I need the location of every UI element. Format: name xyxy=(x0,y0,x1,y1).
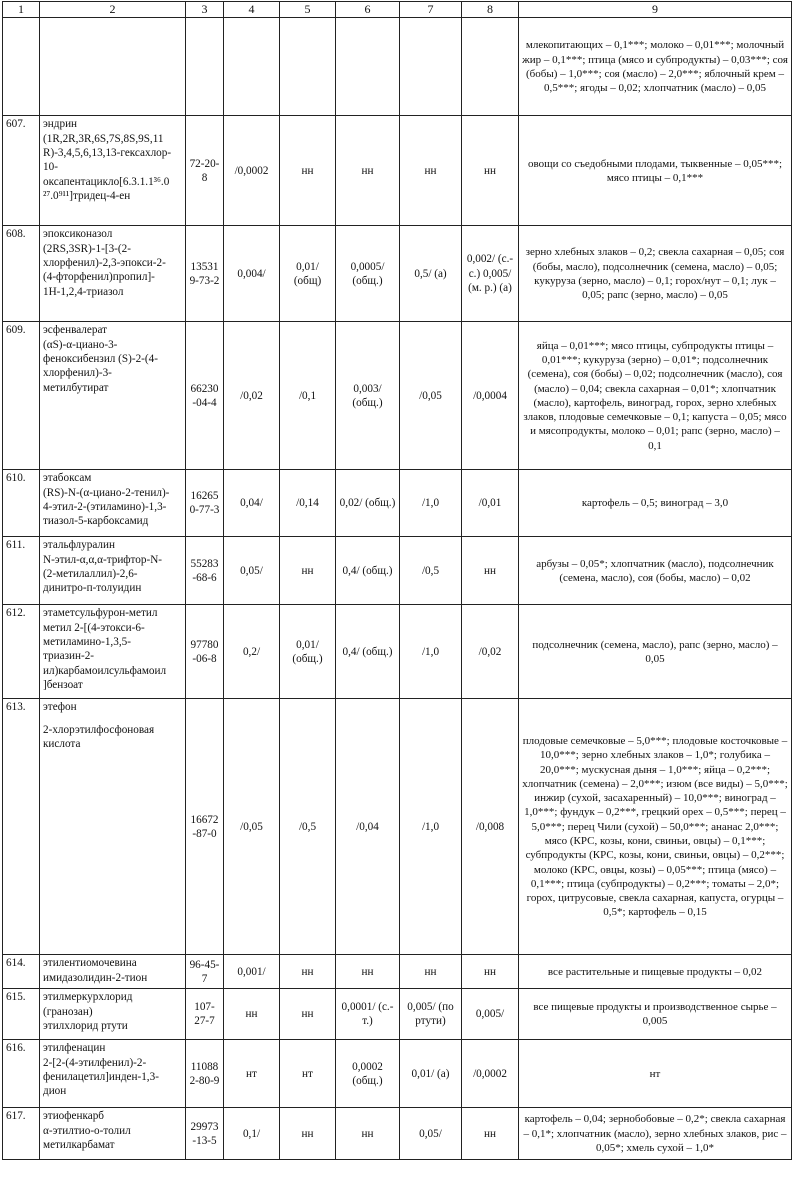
name-line: (1R,2R,3R,6S,7S,8S,9S,11 xyxy=(43,132,164,145)
cas-number: 16672-87-0 xyxy=(186,699,224,955)
row-number xyxy=(3,18,40,116)
cell-col8: нн xyxy=(462,1108,519,1160)
name-line: метил 2-[(4-этокси-6- xyxy=(43,621,145,634)
name-line: метилбутират xyxy=(43,381,109,394)
food-limits: яйца – 0,01***; мясо птицы, субпродукты птицы – 0,01***; кукуруза (зерно) – 0,01*; подсолнечник (семена), соя (бобы) – 0,02; подсолнечник (масло), соя (масло) – 0,04; свекла сахарная – 0,01*; хлопчатник (масло), картофель, виноград, горох, зерно хлебных злаков, плодовые семечковые – 0,1; капуста – 0,05; мясо и мясопродукты, молоко – 0,01; рапс (зерно, масло) – 0,1 xyxy=(519,322,792,470)
row-number: 607. xyxy=(3,116,40,226)
header-cell: 1 xyxy=(3,2,40,18)
cell-col7: 0,5/ (а) xyxy=(400,226,462,322)
name-line: оксапентацикло[6.3.1.1³⁶.0 xyxy=(43,175,170,188)
cell-col5: нт xyxy=(280,1040,336,1108)
name-line: этиофенкарб xyxy=(43,1110,104,1123)
food-limits: подсолнечник (семена, масло), рапс (зерно, масло) – 0,05 xyxy=(519,605,792,699)
name-line: этабоксам xyxy=(43,472,92,485)
row-number: 617. xyxy=(3,1108,40,1160)
name-line: тиазол-5-карбоксамид xyxy=(43,515,149,528)
name-line: (2RS,3SR)-1-[3-(2- xyxy=(43,242,131,255)
table-row xyxy=(3,537,792,605)
cell-col5 xyxy=(280,18,336,116)
residue-table xyxy=(2,1,792,1160)
header-cell: 5 xyxy=(280,2,336,18)
cell-col4: нн xyxy=(224,989,280,1040)
row-number: 611. xyxy=(3,537,40,605)
substance-name xyxy=(40,955,186,989)
substance-name xyxy=(40,116,186,226)
cell-col6: 0,0001/ (с.-т.) xyxy=(336,989,400,1040)
table-row xyxy=(3,955,792,989)
cas-number: 110882-80-9 xyxy=(186,1040,224,1108)
name-line: ]бензоат xyxy=(43,679,83,691)
row-number: 616. xyxy=(3,1040,40,1108)
cell-col5: нн xyxy=(280,955,336,989)
cell-col8: /0,008 xyxy=(462,699,519,955)
food-limits: все растительные и пищевые продукты – 0,02 xyxy=(519,955,792,989)
cell-col4: 0,2/ xyxy=(224,605,280,699)
cell-col6: 0,4/ (общ.) xyxy=(336,537,400,605)
name-line: (4-фторфенил)пропил]- xyxy=(43,271,155,284)
cell-col6: нн xyxy=(336,116,400,226)
cell-col7: нн xyxy=(400,116,462,226)
name-line: хлорфенил)-2,3-эпокси-2- xyxy=(43,257,166,270)
cell-col6: 0,4/ (общ.) xyxy=(336,605,400,699)
cell-col5: нн xyxy=(280,1108,336,1160)
cell-col6: нн xyxy=(336,955,400,989)
table-row xyxy=(3,470,792,537)
cell-col4: /0,05 xyxy=(224,699,280,955)
cas-number: 162650-77-3 xyxy=(186,470,224,537)
cell-col8: нн xyxy=(462,116,519,226)
name-line: ил)карбамоилсульфамоил xyxy=(43,664,167,677)
food-limits: все пищевые продукты и производственное сырье – 0,005 xyxy=(519,989,792,1040)
food-limits: млекопитающих – 0,1***; молоко – 0,01***; молочный жир – 0,1***; птица (мясо и субпродукты) – 0,03***; соя (бобы) – 1,0***; соя (масло) – 2,0***; яблочный крем – 0,5***; ягоды – 0,02; хлопчатник (масло) – 0,05 xyxy=(519,18,792,116)
name-line: дион xyxy=(43,1085,67,1098)
substance-name xyxy=(40,537,186,605)
header-cell: 6 xyxy=(336,2,400,18)
food-limits: картофель – 0,04; зернобобовые – 0,2*; свекла сахарная – 0,1*; хлопчатник (масло), зерно хлебных злаков, рис – 0,05*; хмель сухой – 1,0* xyxy=(519,1108,792,1160)
cell-col7: 0,01/ (а) xyxy=(400,1040,462,1108)
cell-col8: /0,01 xyxy=(462,470,519,537)
substance-name xyxy=(40,1040,186,1108)
cell-col8: 0,005/ xyxy=(462,989,519,1040)
cell-col5: /0,14 xyxy=(280,470,336,537)
name-line: этефон xyxy=(43,701,77,714)
row-number: 610. xyxy=(3,470,40,537)
cell-col4: 0,05/ xyxy=(224,537,280,605)
row-number: 608. xyxy=(3,226,40,322)
name-line: эндрин xyxy=(43,118,78,131)
header-cell: 7 xyxy=(400,2,462,18)
name-line: этальфлуралин xyxy=(43,539,115,552)
cell-col7: /1,0 xyxy=(400,605,462,699)
name-line: N-этил-α,α,α-трифтор-N- xyxy=(43,553,163,566)
table-row xyxy=(3,1040,792,1108)
cell-col7: /0,05 xyxy=(400,322,462,470)
name-line: метиламино-1,3,5- xyxy=(43,636,131,649)
cell-col8: нн xyxy=(462,537,519,605)
name-line: фенилацетил]инден-1,3- xyxy=(43,1071,159,1084)
cell-col5: /0,5 xyxy=(280,699,336,955)
name-line: триазин-2- xyxy=(43,650,95,663)
substance-name xyxy=(40,1108,186,1160)
name-line: (гранозан) xyxy=(43,1005,93,1018)
cell-col4: /0,02 xyxy=(224,322,280,470)
name-line: эсфенвалерат xyxy=(43,324,108,337)
table-row xyxy=(3,322,792,470)
name-line: этилхлорид ртути xyxy=(43,1020,128,1033)
cell-col8: /0,0004 xyxy=(462,322,519,470)
table-row xyxy=(3,989,792,1040)
name-line xyxy=(43,715,182,723)
cell-col6: 0,0005/ (общ.) xyxy=(336,226,400,322)
name-line: (2-метилаллил)-2,6- xyxy=(43,568,138,581)
cell-col4: нт xyxy=(224,1040,280,1108)
food-limits: арбузы – 0,05*; хлопчатник (масло), подсолнечник (семена, масло), соя (бобы, масло) – 0,02 xyxy=(519,537,792,605)
row-number: 613. xyxy=(3,699,40,955)
food-limits: овощи со съедобными плодами, тыквенные – 0,05***; мясо птицы – 0,1*** xyxy=(519,116,792,226)
cas-number: 96-45-7 xyxy=(186,955,224,989)
cell-col6: 0,0002 (общ.) xyxy=(336,1040,400,1108)
name-line: метилкарбамат xyxy=(43,1139,115,1152)
cell-col4: 0,001/ xyxy=(224,955,280,989)
row-number: 615. xyxy=(3,989,40,1040)
name-line: этилентиомочевина xyxy=(43,957,137,970)
cell-col7 xyxy=(400,18,462,116)
name-line: имидазолидин-2-тион xyxy=(43,971,148,984)
cell-col5: 0,01/ (общ.) xyxy=(280,605,336,699)
name-line: этилмеркурхлорид xyxy=(43,991,133,1004)
cell-col6: /0,04 xyxy=(336,699,400,955)
cell-col8: нн xyxy=(462,955,519,989)
cas-number: 55283-68-6 xyxy=(186,537,224,605)
cell-col7: /1,0 xyxy=(400,470,462,537)
cell-col8 xyxy=(462,18,519,116)
cell-col8: 0,002/ (с.-с.) 0,005/ (м. р.) (а) xyxy=(462,226,519,322)
cell-col6 xyxy=(336,18,400,116)
name-line: динитро-п-толуидин xyxy=(43,582,142,595)
name-line: 4-этил-2-(этиламино)-1,3- xyxy=(43,501,167,514)
name-line: кислота xyxy=(43,738,81,751)
cas-number xyxy=(186,18,224,116)
cell-col4: /0,0002 xyxy=(224,116,280,226)
cas-number: 107-27-7 xyxy=(186,989,224,1040)
table-row xyxy=(3,18,792,116)
cell-col8: /0,0002 xyxy=(462,1040,519,1108)
name-line: 1Н-1,2,4-триазол xyxy=(43,285,124,298)
name-line: хлорфенил)-3- xyxy=(43,367,112,380)
table-row xyxy=(3,605,792,699)
name-line: этилфенацин xyxy=(43,1042,106,1055)
cell-col4: 0,004/ xyxy=(224,226,280,322)
table-row xyxy=(3,699,792,955)
cell-col8: /0,02 xyxy=(462,605,519,699)
food-limits: нт xyxy=(519,1040,792,1108)
row-number: 614. xyxy=(3,955,40,989)
cell-col6: нн xyxy=(336,1108,400,1160)
substance-name xyxy=(40,989,186,1040)
header-cell: 2 xyxy=(40,2,186,18)
cell-col4: 0,04/ xyxy=(224,470,280,537)
name-line: 2-[2-(4-этилфенил)-2- xyxy=(43,1056,147,1069)
cell-col5: нн xyxy=(280,116,336,226)
table-row xyxy=(3,116,792,226)
food-limits: зерно хлебных злаков – 0,2; свекла сахарная – 0,05; соя (бобы, масло), подсолнечник (семена, масло) – 0,05; кукуруза (зерно, масло) – 0,1; горох/нут – 0,1; лук – 0,05; рапс (зерно, масло) – 0,05 xyxy=(519,226,792,322)
name-line: (RS)-N-(α-циано-2-тенил)- xyxy=(43,486,170,499)
substance-name xyxy=(40,322,186,470)
cell-col7: /0,5 xyxy=(400,537,462,605)
substance-name xyxy=(40,18,186,116)
cell-col6: 0,02/ (общ.) xyxy=(336,470,400,537)
cell-col7: 0,05/ xyxy=(400,1108,462,1160)
name-line: α-этилтио-о-толил xyxy=(43,1124,131,1137)
substance-name xyxy=(40,226,186,322)
name-line: этаметсульфурон-метил xyxy=(43,607,158,620)
food-limits: картофель – 0,5; виноград – 3,0 xyxy=(519,470,792,537)
substance-name xyxy=(40,605,186,699)
header-cell: 9 xyxy=(519,2,792,18)
cell-col7: 0,005/ (по ртути) xyxy=(400,989,462,1040)
substance-name xyxy=(40,470,186,537)
table-row xyxy=(3,1108,792,1160)
cell-col7: /1,0 xyxy=(400,699,462,955)
food-limits: плодовые семечковые – 5,0***; плодовые косточковые – 10,0***; зерно хлебных злаков – 1,0*; голубика – 20,0***; мускусная дыня – 1,0***; яйца – 0,2***; хлопчатник (семена) – 2,0***; изюм (все виды) – 5,0***; инжир (сухой, засахаренный) – 10,0***; виноград – 1,0***; фундук – 0,2***, грецкий орех – 0,5***; перец – 5,0***; перец Чили (сухой) – 50,0***; ананас 2,0***; мясо (КРС, козы, кони, свиньи, овцы) – 0,1***; субпродукты (КРС, козы, кони, свиньи, овцы) – 0,2***; молоко (КРС, овцы, козы) – 0,05***; птица (мясо) – 0,1***; птица (субпродукты) – 0,2***; томаты – 2,0*; горох, цитрусовые, свекла сахарная, капуста, огурцы – 0,5*; картофель – 0,15 xyxy=(519,699,792,955)
cell-col4: 0,1/ xyxy=(224,1108,280,1160)
name-line: (αS)-α-циано-3- xyxy=(43,338,118,351)
name-line: феноксибензил (S)-2-(4- xyxy=(43,353,158,366)
row-number: 609. xyxy=(3,322,40,470)
cas-number: 66230-04-4 xyxy=(186,322,224,470)
name-line: 10- xyxy=(43,161,58,174)
cas-number: 97780-06-8 xyxy=(186,605,224,699)
cas-number: 29973-13-5 xyxy=(186,1108,224,1160)
row-number: 612. xyxy=(3,605,40,699)
cas-number: 135319-73-2 xyxy=(186,226,224,322)
cell-col5: /0,1 xyxy=(280,322,336,470)
substance-name xyxy=(40,699,186,955)
name-line: эпоксиконазол xyxy=(43,228,113,241)
cell-col5: 0,01/ (общ) xyxy=(280,226,336,322)
table-row xyxy=(3,226,792,322)
header-cell: 8 xyxy=(462,2,519,18)
cell-col6: 0,003/ (общ.) xyxy=(336,322,400,470)
header-cell: 3 xyxy=(186,2,224,18)
name-line: ²⁷.0⁹¹¹]тридец-4-ен xyxy=(43,190,131,202)
cell-col7: нн xyxy=(400,955,462,989)
cas-number: 72-20-8 xyxy=(186,116,224,226)
name-line: 2-хлорэтилфосфоновая xyxy=(43,723,155,736)
name-line: R)-3,4,5,6,13,13-гексахлор- xyxy=(43,147,172,160)
header-cell: 4 xyxy=(224,2,280,18)
cell-col5: нн xyxy=(280,537,336,605)
header-row xyxy=(3,2,792,18)
cell-col5: нн xyxy=(280,989,336,1040)
cell-col4 xyxy=(224,18,280,116)
